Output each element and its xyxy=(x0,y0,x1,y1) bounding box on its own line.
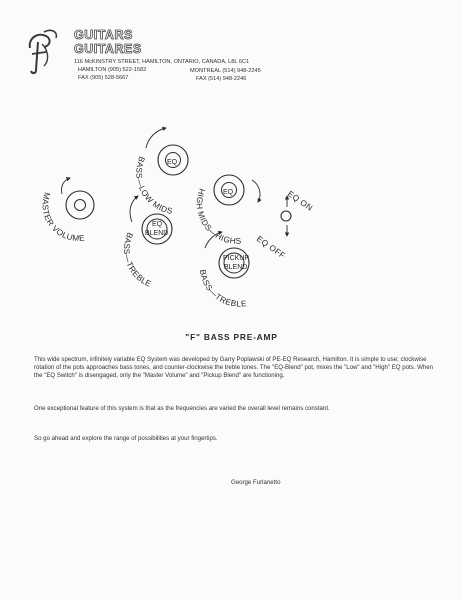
eq-blend-knob-label-1: EQ xyxy=(152,221,163,228)
eq-off-label: EQ OFF xyxy=(254,234,287,261)
pickup-blend-knob xyxy=(219,248,249,278)
eq-switch xyxy=(281,211,291,221)
montreal-phone: MONTREAL (514) 948-2245 xyxy=(190,68,261,74)
paragraph-closing: So go ahead and explore the range of possibilities at your fingertips. xyxy=(34,435,218,442)
eq-bass-low-mids-knob-label: EQ xyxy=(167,159,178,166)
eq-high-mids-highs-arrow xyxy=(252,180,260,202)
control-layout-diagram xyxy=(0,115,463,320)
eq-blend-arrow xyxy=(130,196,138,222)
high-mids-highs-label: HIGH MIDS—HIGHS xyxy=(194,187,242,246)
eq-blend-knob xyxy=(142,214,172,244)
brand-name-english: GUITARS xyxy=(74,28,133,42)
bass-low-mids-label: BASS—LOW MIDS xyxy=(134,155,174,216)
pickup-blend-knob-label-1: PICKUP xyxy=(223,255,250,262)
master-volume-arrow xyxy=(61,178,70,194)
paragraph-intro: This wide spectrum, infinitely variable EQ System was developed by Garry Poplawski of PE-EQ Research, Hamilton. It is simple to use; clockwise rotation of the pots approaches bass tones, and counter-clockwise the treble tones. The "EQ-Blend" pot, mixes the "Low" and "High" EQ pots. When the "EQ Switch" is disengaged, only the "Master Volume" and "Pickup Blend" are functioning. xyxy=(34,356,434,379)
page-title: "F" BASS PRE-AMP xyxy=(185,332,278,342)
hamilton-phone: HAMILTON (905) 522-1582 xyxy=(78,67,147,73)
eq-blend-knob-label-2: BLEND xyxy=(145,230,169,237)
bass-treble-label-1: BASS—TREBLE xyxy=(121,231,153,289)
master-volume-knob xyxy=(66,191,94,219)
brand-name-french: GUITARES xyxy=(74,42,142,56)
fg-logo xyxy=(22,26,62,76)
master-volume-label: MASTER VOLUME xyxy=(40,191,86,244)
pickup-blend-knob-label-2: BLEND xyxy=(224,264,248,271)
paragraph-feature: One exceptional feature of this system is that as the frequencies are varied the overall level remains constant. xyxy=(34,405,330,412)
signature-name: George Furlanetto xyxy=(231,479,281,486)
eq-high-mids-highs-knob xyxy=(214,175,244,205)
eq-high-mids-highs-knob-label: EQ xyxy=(223,189,234,196)
street-address: 116 McKINSTRY STREET, HAMILTON, ONTARIO, CANADA, L8L 6C1 xyxy=(74,59,250,65)
eq-on-label: EQ ON xyxy=(285,189,315,213)
eq-bass-low-mids-arrow xyxy=(146,128,166,148)
hamilton-fax: FAX (905) 528-5667 xyxy=(78,75,129,81)
eq-bass-low-mids-knob xyxy=(158,145,188,175)
montreal-fax: FAX (514) 948-2246 xyxy=(196,76,247,82)
bass-treble-label-2: BASS—TREBLE xyxy=(197,268,248,309)
